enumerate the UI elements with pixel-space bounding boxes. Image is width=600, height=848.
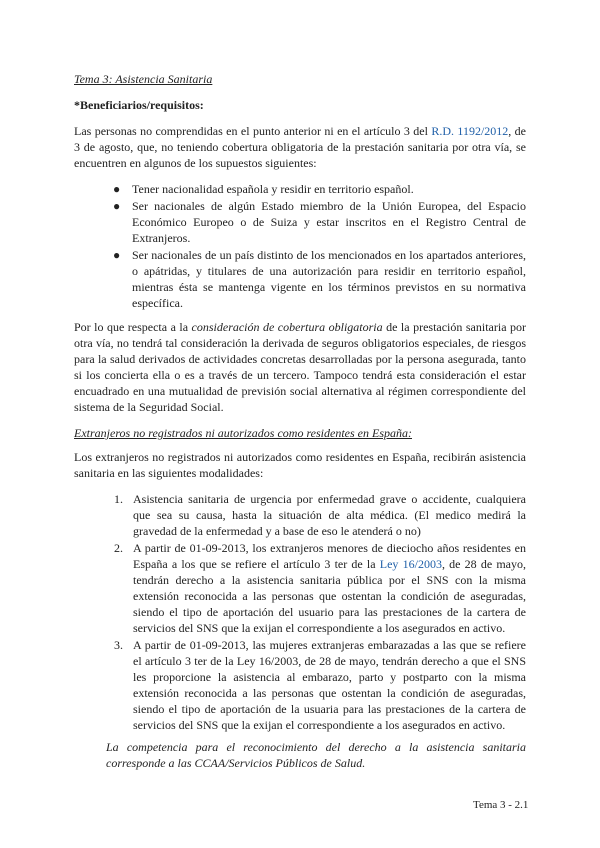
- list-item: [74, 181, 526, 197]
- list-item-text: Ser nacionales de un país distinto de los mencionados en los apartados anteriores, o apátridas, y titulares de una autorización para residir en territorio español, mientras ésta se mantenga vigente en los términos previstos en su normativa específica.: [132, 248, 526, 310]
- list-item-text-after: , de 28 de mayo, tendrán derecho a la asistencia sanitaria pública por el SNS con la misma extensión reconocida a las personas que ostentan la condición de aseguradas, siendo el tipo de aportación del usuario para las prestaciones de la cartera de servicios del SNS que la exijan el correspondiente a los asegurados en activo.: [133, 557, 527, 635]
- intro-text-before: Las personas no comprendidas en el punto anterior ni en el artículo 3 del: [74, 124, 432, 138]
- section-heading: *Beneficiarios/requisitos:: [74, 98, 204, 112]
- list-number: 1.: [114, 492, 123, 506]
- coverage-paragraph: [74, 319, 526, 415]
- coverage-emphasis: consideración de cobertura obligatoria: [191, 320, 383, 334]
- page-footer: Tema 3 - 2.1: [473, 799, 529, 811]
- list-item: [74, 637, 526, 733]
- list-item: [74, 491, 526, 539]
- list-item-text: Tener nacionalidad española y residir en territorio español.: [132, 182, 414, 196]
- ley-16-2003-link[interactable]: Ley 16/2003: [379, 557, 442, 571]
- list-number: 2.: [114, 541, 123, 555]
- intro-paragraph: [74, 123, 526, 171]
- list-item-text: A partir de 01-09-2013, las mujeres extranjeras embarazadas a las que se refiere el artículo 3 ter de la Ley 16/2003, de 28 de mayo, tendrán derecho a que el SNS les proporcione la asistencia al embarazo, parto y postparto con la misma extensión reconocida a las personas que ostentan la condición de aseguradas, siendo el tipo de aportación de la usuaria para las prestaciones de la cartera de servicios del SNS que la exijan el correspondiente a los asegurados en activo.: [133, 638, 526, 732]
- page-title: Tema 3: Asistencia Sanitaria: [74, 72, 213, 86]
- bullet-icon: ●: [113, 199, 121, 213]
- list-item-text-before: A partir de 01-09-2013, los extranjeros menores de dieciocho años residentes en España a los que se refiere el artículo 3 ter de la: [133, 541, 526, 571]
- coverage-text-after: de la prestación sanitaria por otra vía, no tendrá tal consideración la derivada de seguros obligatorios especiales, de riesgos para la salud derivados de actividades concretas desarrolladas por la persona asegurada, tanto si los concierta ella o es a través de un tercero. Tampoco tendrá esta consideración el estar encuadrado en una mutualidad de previsión social alternativa al régimen correspondiente del sistema de la Seguridad Social.: [74, 320, 526, 414]
- bullet-icon: ●: [113, 248, 121, 262]
- bullet-icon: ●: [113, 182, 121, 196]
- rd-1192-2012-link[interactable]: R.D. 1192/2012: [431, 124, 509, 138]
- list-item: [74, 247, 526, 311]
- document-body: [74, 71, 526, 771]
- list-item: [74, 540, 526, 636]
- intro-text-after: , de 3 de agosto, que, no teniendo cobertura obligatoria de la prestación sanitaria por otra vía, se encuentren en algunos de los supuestos siguientes:: [74, 124, 527, 170]
- list-number: 3.: [114, 638, 123, 652]
- coverage-text-before: Por lo que respecta a la: [74, 320, 192, 334]
- foreigners-paragraph: Los extranjeros no registrados ni autorizados como residentes en España, recibirán asistencia sanitaria en las siguientes modalidades:: [74, 450, 526, 480]
- requirements-list: [74, 181, 526, 311]
- subsection-title: Extranjeros no registrados ni autorizados como residentes en España:: [74, 426, 412, 440]
- competence-note: La competencia para el reconocimiento del derecho a la asistencia sanitaria corresponde a las CCAA/Servicios Públicos de Salud.: [106, 740, 526, 770]
- list-item-text: Asistencia sanitaria de urgencia por enfermedad grave o accidente, cualquiera que sea su causa, hasta la situación de alta médica. (El medico medirá la gravedad de la enfermedad y a base de eso le atenderá o no): [133, 492, 526, 538]
- list-item-text: Ser nacionales de algún Estado miembro de la Unión Europea, del Espacio Económico Europeo o de Suiza y estar inscritos en el Registro Central de Extranjeros.: [132, 199, 526, 245]
- modalities-list: [74, 491, 526, 733]
- list-item: [74, 198, 526, 246]
